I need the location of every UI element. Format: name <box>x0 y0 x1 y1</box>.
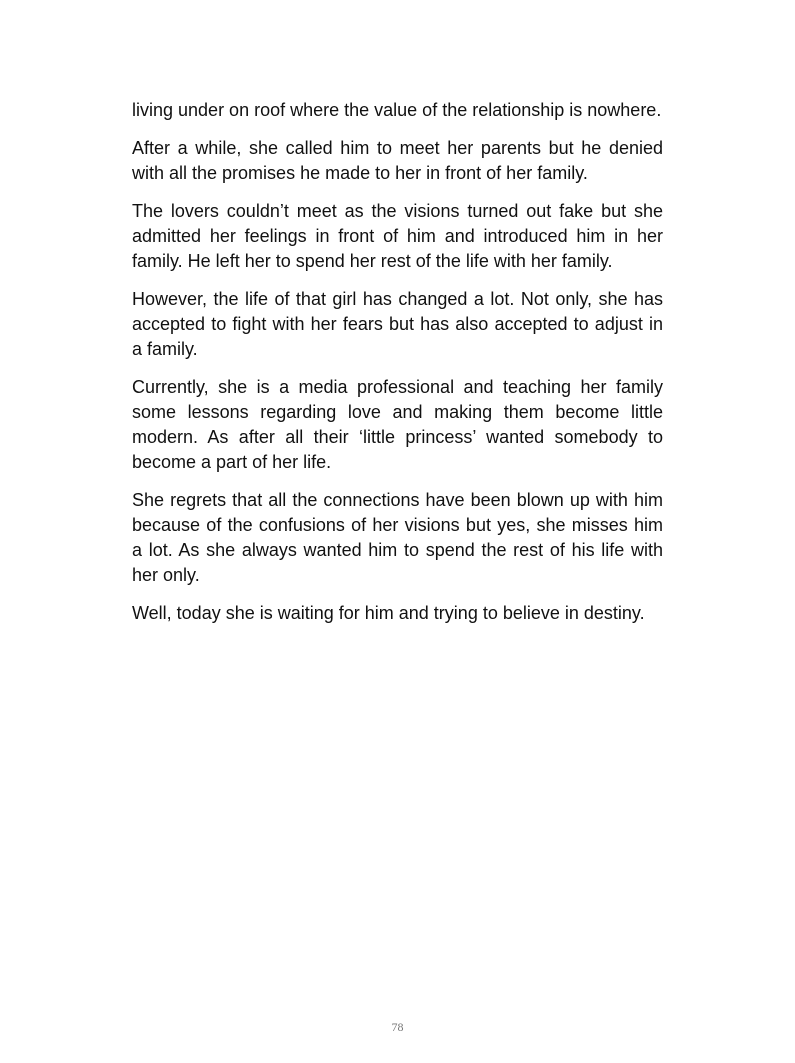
paragraph: After a while, she called him to meet her parents but he denied with all the promises he made to her in front of her family. <box>132 138 663 183</box>
page-number: 78 <box>391 1020 404 1034</box>
paragraph: Currently, she is a media professional and teaching her family some lessons regarding love and making them become little modern. As after all their ‘little princess’ wanted somebody to become a part of her life. <box>132 377 663 472</box>
paragraph: living under on roof where the value of the relationship is nowhere. <box>132 100 662 120</box>
paragraph: Well, today she is waiting for him and trying to believe in destiny. <box>132 603 645 623</box>
body-text <box>132 98 663 639</box>
paragraph: The lovers couldn’t meet as the visions turned out fake but she admitted her feelings in front of him and introduced him in her family. He left her to spend her rest of the life with her family. <box>132 201 663 271</box>
paragraph: She regrets that all the connections have been blown up with him because of the confusions of her visions but yes, she misses him a lot. As she always wanted him to spend the rest of his life with her only. <box>132 490 663 585</box>
paragraph: However, the life of that girl has changed a lot. Not only, she has accepted to fight with her fears but has also accepted to adjust in a family. <box>132 289 663 359</box>
